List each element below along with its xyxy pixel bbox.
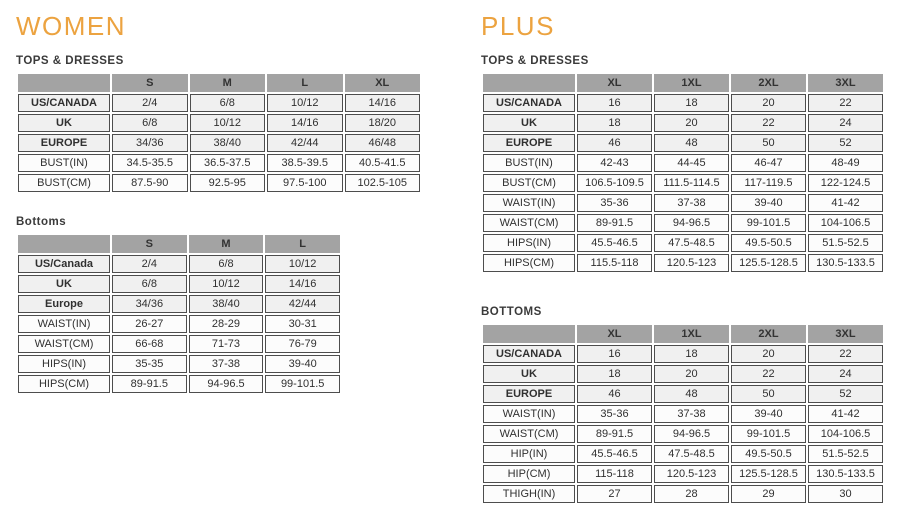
row-label-cell: WAIST(CM) (483, 214, 575, 232)
plus-bottoms-label: BOTTOMS (481, 306, 542, 318)
value-cell: 20 (731, 94, 806, 112)
value-cell: 66-68 (112, 335, 187, 353)
value-cell: 47.5-48.5 (654, 445, 729, 463)
value-cell: 22 (731, 365, 806, 383)
value-cell: 104-106.5 (808, 214, 883, 232)
header-corner-cell (483, 74, 575, 92)
table-row (483, 425, 883, 443)
value-cell: 94-96.5 (654, 214, 729, 232)
table-row (483, 365, 883, 383)
value-cell: 18 (654, 345, 729, 363)
size-header-cell: 2XL (731, 74, 806, 92)
size-header-row (18, 74, 420, 92)
value-cell: 14/16 (267, 114, 343, 132)
size-header-cell: 1XL (654, 325, 729, 343)
row-label-cell: HIPS(CM) (483, 254, 575, 272)
value-cell: 122-124.5 (808, 174, 883, 192)
value-cell: 117-119.5 (731, 174, 806, 192)
value-cell: 89-91.5 (577, 425, 652, 443)
table-row (18, 114, 420, 132)
size-header-cell: 1XL (654, 74, 729, 92)
value-cell: 46 (577, 385, 652, 403)
value-cell: 71-73 (189, 335, 264, 353)
value-cell: 76-79 (265, 335, 340, 353)
value-cell: 99-101.5 (731, 214, 806, 232)
table-row (483, 134, 883, 152)
row-label-cell: Europe (18, 295, 110, 313)
size-header-cell: 3XL (808, 74, 883, 92)
table-row (483, 445, 883, 463)
row-label-cell: HIPS(IN) (18, 355, 110, 373)
value-cell: 10/12 (190, 114, 266, 132)
size-header-cell: S (112, 74, 188, 92)
size-header-row (18, 235, 340, 253)
table-row (483, 114, 883, 132)
value-cell: 125.5-128.5 (731, 254, 806, 272)
value-cell: 37-38 (654, 405, 729, 423)
value-cell: 22 (808, 94, 883, 112)
value-cell: 120.5-123 (654, 254, 729, 272)
value-cell: 41-42 (808, 194, 883, 212)
row-label-cell: EUROPE (483, 134, 575, 152)
value-cell: 45.5-46.5 (577, 234, 652, 252)
plus-bottoms-table (481, 323, 885, 505)
value-cell: 36.5-37.5 (190, 154, 266, 172)
value-cell: 6/8 (190, 94, 266, 112)
value-cell: 30-31 (265, 315, 340, 333)
value-cell: 16 (577, 94, 652, 112)
size-header-cell: S (112, 235, 187, 253)
value-cell: 106.5-109.5 (577, 174, 652, 192)
size-header-cell: L (265, 235, 340, 253)
table-row (483, 345, 883, 363)
table-row (18, 174, 420, 192)
plus-section (481, 12, 891, 505)
value-cell: 50 (731, 134, 806, 152)
value-cell: 34.5-35.5 (112, 154, 188, 172)
value-cell: 2/4 (112, 94, 188, 112)
value-cell: 27 (577, 485, 652, 503)
row-label-cell: WAIST(CM) (483, 425, 575, 443)
value-cell: 115-118 (577, 465, 652, 483)
value-cell: 125.5-128.5 (731, 465, 806, 483)
value-cell: 94-96.5 (189, 375, 264, 393)
women-tops-dresses-label: TOPS & DRESSES (16, 55, 124, 67)
value-cell: 38/40 (189, 295, 264, 313)
value-cell: 37-38 (654, 194, 729, 212)
header-corner-cell (18, 235, 110, 253)
value-cell: 39-40 (265, 355, 340, 373)
value-cell: 18 (577, 114, 652, 132)
plus-tops-dresses-label: TOPS & DRESSES (481, 55, 589, 67)
value-cell: 89-91.5 (577, 214, 652, 232)
value-cell: 97.5-100 (267, 174, 343, 192)
value-cell: 115.5-118 (577, 254, 652, 272)
row-label-cell: BUST(IN) (18, 154, 110, 172)
row-label-cell: EUROPE (483, 385, 575, 403)
row-label-cell: WAIST(IN) (483, 194, 575, 212)
value-cell: 10/12 (267, 94, 343, 112)
value-cell: 18 (577, 365, 652, 383)
value-cell: 87.5-90 (112, 174, 188, 192)
value-cell: 35-35 (112, 355, 187, 373)
table-row (18, 335, 340, 353)
table-row (18, 154, 420, 172)
value-cell: 34/36 (112, 134, 188, 152)
value-cell: 38/40 (190, 134, 266, 152)
value-cell: 14/16 (345, 94, 421, 112)
women-tops-dresses-table (16, 72, 422, 194)
row-label-cell: EUROPE (18, 134, 110, 152)
size-header-cell: 3XL (808, 325, 883, 343)
size-header-cell: 2XL (731, 325, 806, 343)
value-cell: 39-40 (731, 405, 806, 423)
plus-tops-dresses-table (481, 72, 885, 274)
value-cell: 99-101.5 (731, 425, 806, 443)
size-header-cell: M (190, 74, 266, 92)
table-row (18, 355, 340, 373)
table-row (483, 194, 883, 212)
size-header-row (483, 74, 883, 92)
value-cell: 52 (808, 134, 883, 152)
value-cell: 45.5-46.5 (577, 445, 652, 463)
value-cell: 46/48 (345, 134, 421, 152)
table-row (18, 295, 340, 313)
row-label-cell: UK (483, 365, 575, 383)
value-cell: 51.5-52.5 (808, 445, 883, 463)
row-label-cell: HIP(IN) (483, 445, 575, 463)
row-label-cell: WAIST(IN) (18, 315, 110, 333)
row-label-cell: US/CANADA (18, 94, 110, 112)
value-cell: 10/12 (265, 255, 340, 273)
row-label-cell: US/CANADA (483, 94, 575, 112)
size-header-cell: L (267, 74, 343, 92)
table-row (483, 254, 883, 272)
value-cell: 42/44 (265, 295, 340, 313)
value-cell: 24 (808, 365, 883, 383)
value-cell: 22 (731, 114, 806, 132)
row-label-cell: UK (483, 114, 575, 132)
value-cell: 104-106.5 (808, 425, 883, 443)
value-cell: 26-27 (112, 315, 187, 333)
table-row (483, 385, 883, 403)
table-row (18, 275, 340, 293)
value-cell: 111.5-114.5 (654, 174, 729, 192)
size-header-row (483, 325, 883, 343)
women-section (16, 12, 436, 395)
row-label-cell: UK (18, 275, 110, 293)
value-cell: 51.5-52.5 (808, 234, 883, 252)
value-cell: 48-49 (808, 154, 883, 172)
value-cell: 16 (577, 345, 652, 363)
value-cell: 39-40 (731, 194, 806, 212)
table-row (483, 214, 883, 232)
value-cell: 34/36 (112, 295, 187, 313)
value-cell: 49.5-50.5 (731, 445, 806, 463)
table-row (18, 315, 340, 333)
size-header-cell: XL (577, 74, 652, 92)
row-label-cell: BUST(CM) (483, 174, 575, 192)
row-label-cell: BUST(IN) (483, 154, 575, 172)
row-label-cell: US/CANADA (483, 345, 575, 363)
value-cell: 130.5-133.5 (808, 254, 883, 272)
table-row (18, 134, 420, 152)
row-label-cell: WAIST(CM) (18, 335, 110, 353)
value-cell: 52 (808, 385, 883, 403)
value-cell: 18 (654, 94, 729, 112)
table-row (483, 485, 883, 503)
value-cell: 14/16 (265, 275, 340, 293)
value-cell: 120.5-123 (654, 465, 729, 483)
value-cell: 48 (654, 385, 729, 403)
value-cell: 20 (654, 114, 729, 132)
value-cell: 94-96.5 (654, 425, 729, 443)
value-cell: 22 (808, 345, 883, 363)
table-row (483, 94, 883, 112)
value-cell: 24 (808, 114, 883, 132)
row-label-cell: WAIST(IN) (483, 405, 575, 423)
value-cell: 41-42 (808, 405, 883, 423)
value-cell: 49.5-50.5 (731, 234, 806, 252)
header-corner-cell (483, 325, 575, 343)
value-cell: 35-36 (577, 405, 652, 423)
value-cell: 92.5-95 (190, 174, 266, 192)
value-cell: 28 (654, 485, 729, 503)
value-cell: 20 (654, 365, 729, 383)
value-cell: 99-101.5 (265, 375, 340, 393)
value-cell: 35-36 (577, 194, 652, 212)
row-label-cell: HIPS(CM) (18, 375, 110, 393)
table-row (18, 255, 340, 273)
row-label-cell: UK (18, 114, 110, 132)
value-cell: 40.5-41.5 (345, 154, 421, 172)
value-cell: 6/8 (112, 114, 188, 132)
value-cell: 10/12 (189, 275, 264, 293)
value-cell: 37-38 (189, 355, 264, 373)
value-cell: 48 (654, 134, 729, 152)
table-row (483, 405, 883, 423)
row-label-cell: US/Canada (18, 255, 110, 273)
table-row (18, 375, 340, 393)
value-cell: 30 (808, 485, 883, 503)
table-row (483, 234, 883, 252)
table-row (483, 154, 883, 172)
value-cell: 29 (731, 485, 806, 503)
value-cell: 42-43 (577, 154, 652, 172)
size-header-cell: M (189, 235, 264, 253)
size-header-cell: XL (345, 74, 421, 92)
value-cell: 6/8 (112, 275, 187, 293)
value-cell: 28-29 (189, 315, 264, 333)
row-label-cell: HIPS(IN) (483, 234, 575, 252)
value-cell: 46 (577, 134, 652, 152)
header-corner-cell (18, 74, 110, 92)
size-header-cell: XL (577, 325, 652, 343)
value-cell: 42/44 (267, 134, 343, 152)
value-cell: 6/8 (189, 255, 264, 273)
value-cell: 89-91.5 (112, 375, 187, 393)
row-label-cell: THIGH(IN) (483, 485, 575, 503)
value-cell: 130.5-133.5 (808, 465, 883, 483)
plus-section-title: PLUS (481, 11, 555, 41)
women-section-title: WOMEN (16, 11, 127, 41)
value-cell: 38.5-39.5 (267, 154, 343, 172)
value-cell: 44-45 (654, 154, 729, 172)
value-cell: 102.5-105 (345, 174, 421, 192)
table-row (483, 465, 883, 483)
value-cell: 18/20 (345, 114, 421, 132)
value-cell: 47.5-48.5 (654, 234, 729, 252)
row-label-cell: BUST(CM) (18, 174, 110, 192)
value-cell: 2/4 (112, 255, 187, 273)
table-row (483, 174, 883, 192)
value-cell: 20 (731, 345, 806, 363)
value-cell: 46-47 (731, 154, 806, 172)
value-cell: 50 (731, 385, 806, 403)
women-bottoms-label: Bottoms (16, 216, 67, 228)
women-bottoms-table (16, 233, 342, 395)
table-row (18, 94, 420, 112)
row-label-cell: HIP(CM) (483, 465, 575, 483)
